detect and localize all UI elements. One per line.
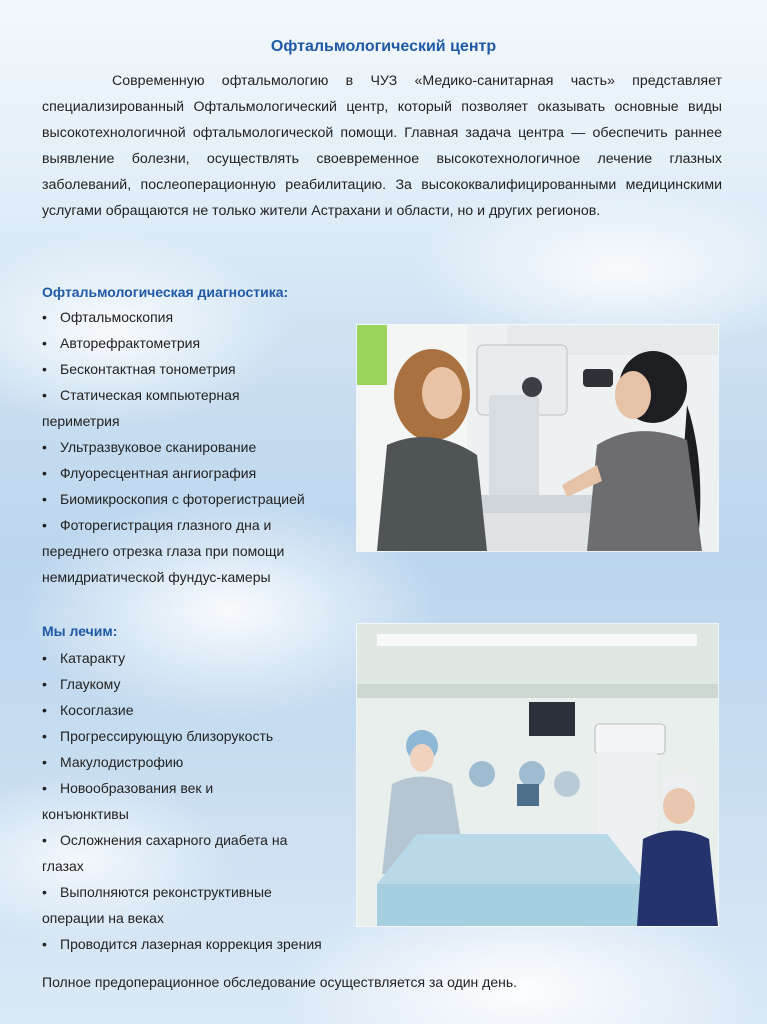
list-item: • Авторефрактометрия: [42, 335, 201, 351]
treatment-list: [42, 645, 342, 957]
treatment-heading: Мы лечим:: [42, 623, 118, 639]
diagnostics-list: [42, 304, 362, 590]
list-item: • Новообразования век и конъюнктивы: [42, 780, 214, 822]
footer-note: Полное предоперационное обследование осуществляется за один день.: [42, 974, 518, 990]
eye-exam-photo: [356, 324, 719, 552]
list-item: • Ультразвуковое сканирование: [42, 439, 257, 455]
list-item: • Фоторегистрация глазного дна и переднего отрезка глаза при помощи немидриатической фундус-камеры: [42, 517, 285, 585]
diagnostics-heading: Офтальмологическая диагностика:: [42, 284, 289, 300]
list-item: • Катаракту: [42, 650, 126, 666]
list-item: • Офтальмоскопия: [42, 309, 174, 325]
list-item: • Косоглазие: [42, 702, 134, 718]
list-item: • Статическая компьютерная периметрия: [42, 387, 240, 429]
list-item: • Прогрессирующую близорукость: [42, 728, 274, 744]
list-item: • Осложнения сахарного диабета на глазах: [42, 832, 288, 874]
list-item: • Глаукому: [42, 676, 121, 692]
list-item: • Биомикроскопия с фоторегистрацией: [42, 491, 305, 507]
list-item: • Выполняются реконструктивные операции на веках: [42, 884, 272, 926]
intro-paragraph: Современную офтальмологию в ЧУЗ «Медико-санитарная часть» представляет специализированный Офтальмологический центр, который позволяет оказывать основные виды высокотехнологичной офтальмологической помощи. Главная задача центра — обеспечить раннее выявление болезни, осуществлять своевременное высокотехнологичное лечение глазных заболеваний, послеоперационную реабилитацию. За высококвалифицированными медицинскими услугами обращаются не только жители Астрахани и области, но и других регионов.: [42, 73, 722, 219]
operating-room-photo: [356, 623, 719, 927]
list-item: • Макулодистрофию: [42, 754, 184, 770]
list-item: • Проводится лазерная коррекция зрения: [42, 936, 322, 952]
page-title: Офтальмологический центр: [270, 38, 497, 55]
list-item: • Бесконтактная тонометрия: [42, 361, 236, 377]
list-item: • Флуоресцентная ангиография: [42, 465, 257, 481]
